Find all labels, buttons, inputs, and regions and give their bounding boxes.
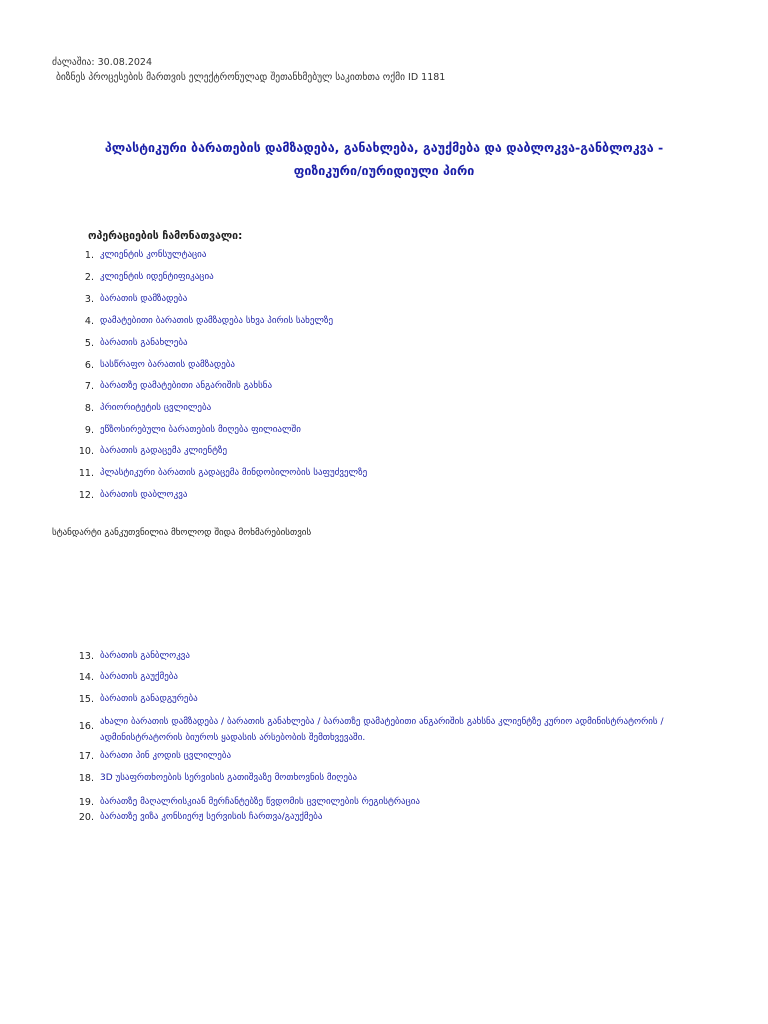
operation-number: 17. — [78, 751, 94, 762]
document-title — [60, 136, 708, 182]
operation-text: სასწრაფო ბარათის დამზადება — [100, 360, 235, 370]
operation-text: კლიენტის იდენტიფიკაცია — [100, 272, 214, 282]
operation-number: 10. — [78, 446, 94, 457]
operation-number: 5. — [84, 338, 94, 349]
operation-text: კლიენტის კონსულტაცია — [100, 250, 207, 260]
operation-text: ახალი ბარათის დამზადება / ბარათის განახლება / ბარათზე დამატებითი ანგარიშის გახსნა კლიენტზე კურიო ადმინისტრატორის / ადმინისტრატორის ბიუროს ყადასის არსებობის შემთხვევაში. — [100, 717, 664, 743]
operation-number: 13. — [78, 651, 94, 662]
operation-number: 15. — [78, 694, 94, 705]
operation-number: 18. — [78, 773, 94, 784]
operation-number: 9. — [84, 425, 94, 436]
operation-number: 8. — [84, 403, 94, 414]
operation-text: ბარათის გაუქმება — [100, 672, 179, 682]
operation-text: ბარათი პინ კოდის ცვლილება — [100, 751, 232, 761]
approval-reference: ბიზნეს პროცესების მართვის ელექტრონულად შეთანხმებულ საკითხთა ოქმი ID 1181 — [56, 72, 446, 83]
operation-number: 6. — [84, 360, 94, 371]
operation-text: პლასტიკური ბარათის გადაცემა მინდობილობის საფუძველზე — [100, 468, 368, 478]
operations-heading: ოპერაციების ჩამონათვალი: — [88, 230, 243, 242]
effective-date: ძალაშია: 30.08.2024 — [52, 57, 152, 68]
operation-number: 12. — [78, 490, 94, 501]
operation-text: ბარათზე ვიზა კონსიერჟ სერვისის ჩართვა/გაუქმება — [100, 812, 323, 822]
operation-number: 7. — [84, 381, 94, 392]
operation-text: ბარათის დაბლოკვა — [100, 490, 188, 500]
operation-text: ბარათის განადგურება — [100, 694, 198, 704]
operation-number: 4. — [84, 316, 94, 327]
standard-note: სტანდარტი განკუთვნილია მხოლოდ შიდა მოხმარებისთვის — [52, 528, 312, 538]
operation-number: 19. — [78, 797, 94, 808]
operation-text: ბარათზე დამატებითი ანგარიშის გახსნა — [100, 381, 273, 391]
operation-text: ეწზოსირებული ბარათების მიღება ფილიალში — [100, 425, 301, 435]
operation-text: ბარათის განბლოკვა — [100, 651, 190, 661]
title-line-1: პლასტიკური ბარათების დამზადება, განახლება, გაუქმება და დაბლოკვა-განბლოკვა - — [104, 140, 664, 155]
operation-number: 11. — [78, 468, 94, 479]
operation-text: ბარათის განახლება — [100, 338, 188, 348]
operation-number: 3. — [84, 294, 94, 305]
operation-text: დამატებითი ბარათის დამზადება სხვა პირის სახელზე — [100, 316, 334, 326]
operation-number: 2. — [84, 272, 94, 283]
operation-text: ბარათის გადაცემა კლიენტზე — [100, 446, 228, 456]
operation-number: 14. — [78, 672, 94, 683]
title-line-2: ფიზიკური/იურიდიული პირი — [293, 163, 475, 178]
document-header — [52, 55, 445, 85]
operation-number: 20. — [78, 812, 94, 823]
operation-number: 1. — [84, 250, 94, 261]
operation-text: 3D უსაფრთხოების სერვისის გათიშვაზე მოთხოვნის მიღება — [100, 773, 358, 783]
operation-text: პრიორიტეტის ცვლილება — [100, 403, 212, 413]
operation-number: 16. — [78, 721, 94, 732]
operation-text: ბარათის დამზადება — [100, 294, 188, 304]
operation-text: ბარათზე მაღალრისკიან მერჩანტებზე წვდომის ცვლილების რეგისტრაცია — [100, 797, 420, 807]
